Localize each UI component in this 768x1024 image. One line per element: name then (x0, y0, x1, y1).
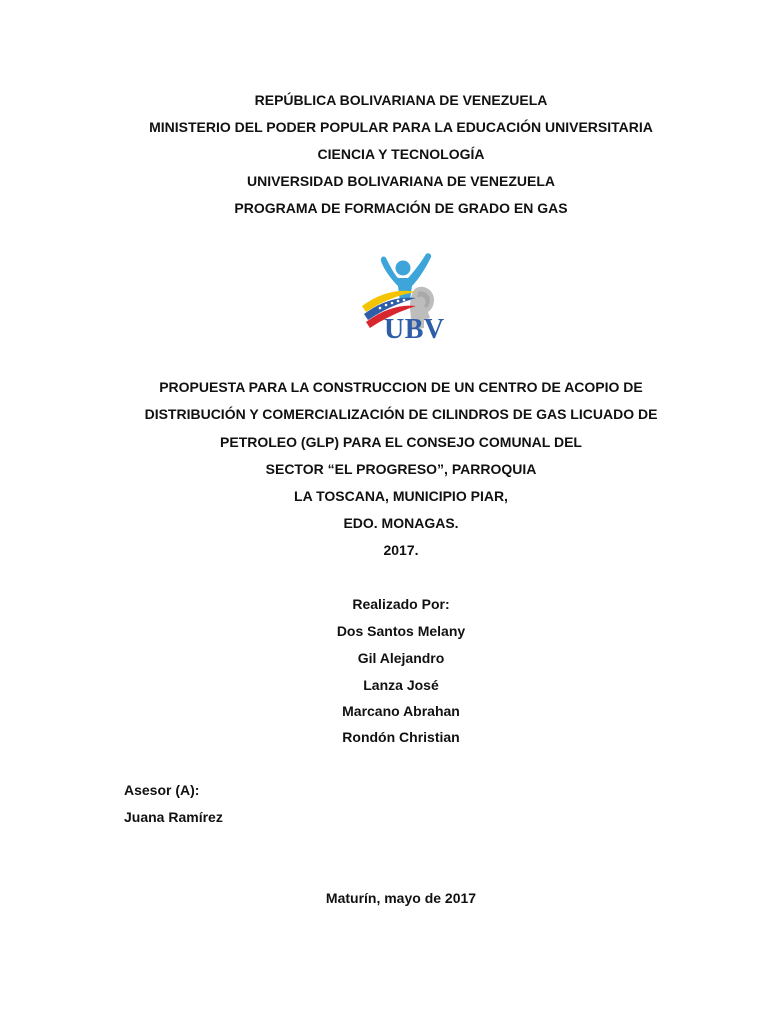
title-line-6: EDO. MONAGAS. (343, 515, 459, 531)
place-date: Maturín, mayo de 2017 (325, 890, 477, 906)
title-line-3: PETROLEO (GLP) PARA EL CONSEJO COMUNAL DEL (220, 434, 582, 450)
header-line-republic: REPÚBLICA BOLIVARIANA DE VENEZUELA (254, 92, 548, 108)
author-name: Gil Alejandro (357, 650, 445, 666)
authors-label: Realizado Por: (352, 596, 450, 612)
title-year: 2017. (383, 542, 419, 558)
title-line-1: PROPUESTA PARA LA CONSTRUCCION DE UN CENTRO DE ACOPIO DE (159, 379, 643, 395)
advisor-label: Asesor (A): (124, 782, 200, 798)
author-name: Marcano Abrahan (342, 703, 460, 719)
title-line-4: SECTOR “EL PROGRESO”, PARROQUIA (265, 461, 537, 477)
title-line-2: DISTRIBUCIÓN Y COMERCIALIZACIÓN DE CILINDROS DE GAS LICUADO DE (144, 406, 658, 422)
logo-text: UBV (384, 314, 445, 345)
header-line-science: CIENCIA Y TECNOLOGÍA (317, 146, 485, 162)
header-line-university: UNIVERSIDAD BOLIVARIANA DE VENEZUELA (246, 173, 556, 189)
title-line-5: LA TOSCANA, MUNICIPIO PIAR, (294, 488, 508, 504)
header-line-program: PROGRAMA DE FORMACIÓN DE GRADO EN GAS (234, 200, 568, 216)
author-name: Dos Santos Melany (336, 623, 466, 639)
header-line-ministry: MINISTERIO DEL PODER POPULAR PARA LA EDUCACIÓN UNIVERSITARIA (149, 119, 653, 135)
advisor-name: Juana Ramírez (124, 809, 223, 825)
author-name: Lanza José (363, 677, 439, 693)
author-name: Rondón Christian (342, 729, 460, 745)
